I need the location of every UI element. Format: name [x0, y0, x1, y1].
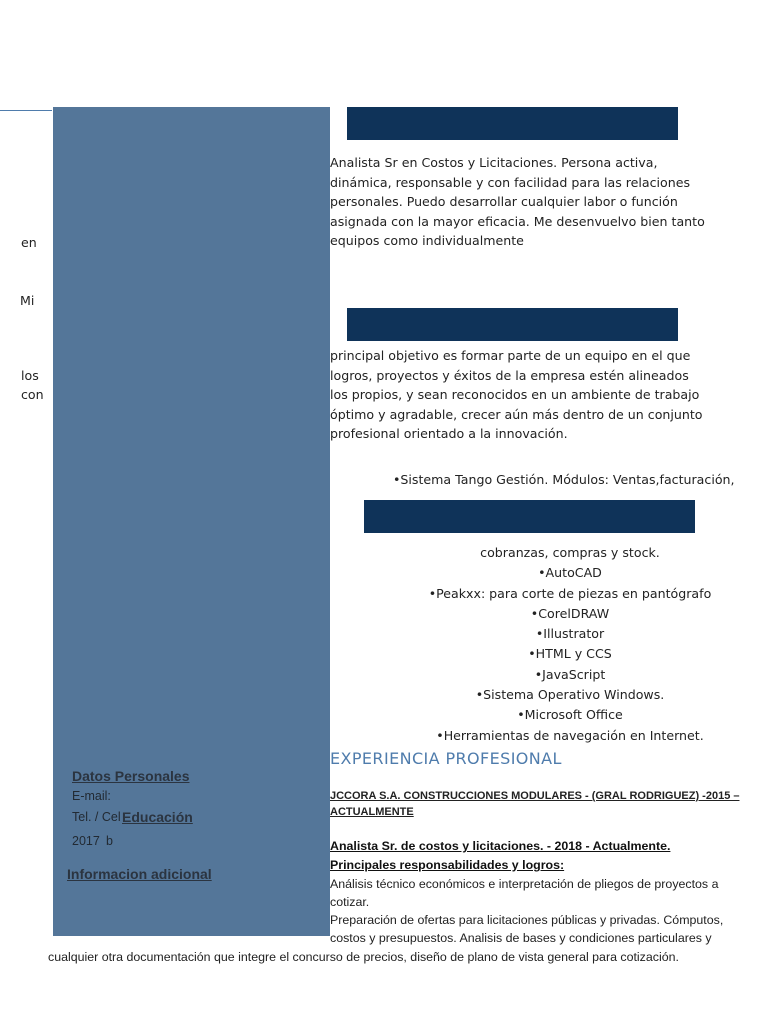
objective-line: logros, proyectos y éxitos de la empresa estén alineados [330, 367, 689, 383]
skill-item: •Herramientas de navegación en Internet. [436, 727, 704, 743]
profile-banner [347, 107, 678, 140]
skill-item: •Illustrator [535, 626, 605, 642]
left-fragment: Mi [20, 293, 35, 308]
education-heading: Educación [122, 809, 193, 825]
header-rule [0, 110, 52, 111]
skill-item: •HTML y CCS [528, 646, 612, 662]
skill-item: •AutoCAD [538, 565, 602, 581]
company-name [330, 788, 739, 820]
skills-banner [364, 500, 695, 533]
profile-paragraph [330, 153, 705, 251]
profile-line: personales. Puedo desarrollar cualquier labor o función [330, 194, 678, 210]
email-label: E-mail: [72, 789, 111, 803]
left-fragment: con [21, 387, 44, 402]
phone-label: Tel. / Cel [72, 810, 121, 824]
skill-item: •JavaScript [534, 666, 606, 682]
skill-item: cobranzas, compras y stock. [480, 545, 660, 560]
objective-banner [347, 308, 678, 341]
objective-line: profesional orientado a la innovación. [330, 426, 568, 442]
objective-line: principal objetivo es formar parte de un equipo en el que [330, 348, 691, 363]
left-fragment: en [21, 235, 37, 250]
additional-info-heading: Informacion adicional [67, 866, 212, 882]
skill-item: •Peakxx: para corte de piezas en pantógrafo [428, 585, 712, 601]
objective-paragraph [330, 346, 703, 444]
experience-line: Preparación de ofertas para licitaciones públicas y privadas. Cómputos, [330, 913, 724, 927]
skill-item: •Sistema Tango Gestión. Módulos: Ventas,facturación, [393, 472, 735, 487]
personal-data-heading: Datos Personales [72, 768, 190, 784]
profile-line: asignada con la mayor eficacia. Me desenvuelvo bien tanto [330, 213, 705, 229]
objective-line: los propios, y sean reconocidos en un ambiente de trabajo [330, 387, 700, 403]
company-line: JCCORA S.A. CONSTRUCCIONES MODULARES - (GRAL RODRIGUEZ) -2015 – [330, 790, 740, 802]
experience-heading: EXPERIENCIA PROFESIONAL [330, 749, 562, 768]
skill-item: •Microsoft Office [517, 707, 623, 723]
left-fragment: los [21, 368, 39, 383]
profile-line: dinámica, responsable y con facilidad para las relaciones [330, 174, 691, 190]
experience-line: cotizar. [330, 895, 370, 909]
education-year: 2017 [72, 834, 100, 848]
skill-item: •Sistema Operativo Windows. [475, 687, 665, 703]
skills-list [335, 543, 768, 746]
profile-line: equipos como individualmente [330, 233, 524, 249]
experience-line: cualquier otra documentación que integre el concurso de precios, diseño de plano de vista general para cotización. [48, 950, 679, 964]
experience-line: costos y presupuestos. Analisis de bases y condiciones particulares y [330, 931, 712, 945]
skill-item: •CorelDRAW [530, 605, 610, 621]
education-fragment: b [106, 834, 113, 848]
objective-line: óptimo y agradable, crecer aún más dentro de un conjunto [330, 406, 703, 422]
company-line: ACTUALMENTE [330, 806, 414, 818]
responsibilities-heading: Principales responsabilidades y logros: [330, 858, 565, 872]
profile-line: Analista Sr en Costos y Licitaciones. Persona activa, [330, 155, 658, 170]
role-title: Analista Sr. de costos y licitaciones. - 2018 - Actualmente. [330, 839, 671, 853]
experience-line: Análisis técnico económicos e interpretación de pliegos de proyectos a [330, 877, 719, 891]
